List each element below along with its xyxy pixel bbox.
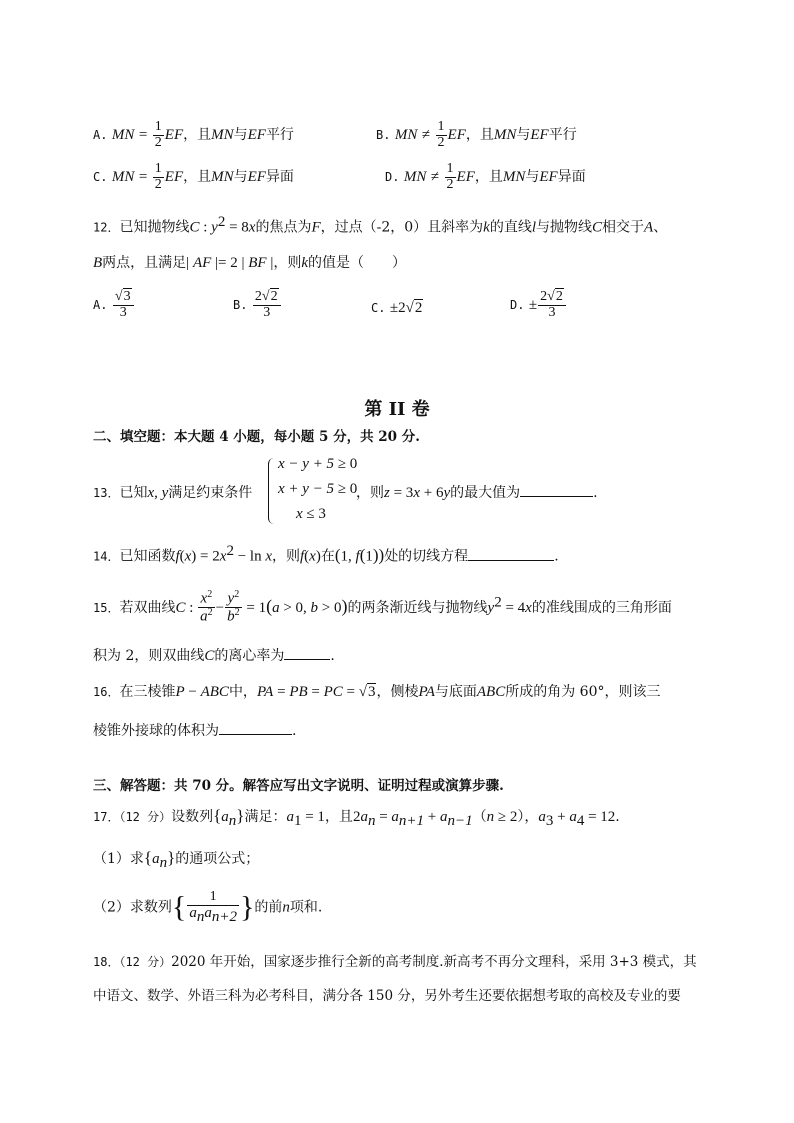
section-heading: 二、填空题：本大题 4 小题，每小题 5 分，共 20 分. — [93, 429, 420, 445]
text: 的最大值为 — [450, 485, 521, 501]
text: ，则 — [272, 548, 300, 565]
question-number: 16． — [93, 685, 120, 699]
question-number: 13． — [93, 486, 120, 500]
question-number: 14． — [93, 549, 120, 564]
text: 在 — [320, 548, 335, 565]
fraction: $\frac{x^2}{a^2}$ — [200, 589, 213, 626]
text: . — [615, 809, 620, 825]
q14: 14．已知函数$f(x) = 2x^2 - \ln x$，则f(x)在(1, f(1))处的切线方程 . — [93, 543, 559, 565]
text: ，则 — [356, 485, 384, 501]
section-title: 第 II 卷 — [364, 399, 430, 420]
q12-option-d: D. ± $\frac{2√2}{3}$ — [510, 290, 567, 320]
text: 的值是（ ） — [308, 255, 406, 271]
option-label: B. — [376, 128, 391, 143]
text: 平行 — [265, 127, 294, 144]
q11-option-d: D. MN ≠ $\frac{1}{2}$ EF，且MN与EF异面 — [385, 161, 586, 192]
text: 相交于 — [602, 219, 645, 236]
text: ，则 — [273, 255, 302, 271]
q11-option-a: A. MN = $\frac{1}{2}$ EF，且MN与EF平行 — [93, 119, 294, 150]
text: 积为 2，则双曲线 — [93, 648, 205, 664]
question-number: 15． — [93, 600, 120, 615]
answer-blank — [468, 559, 554, 561]
text: 已知函数 — [119, 548, 176, 565]
q18-line2 — [93, 984, 681, 1004]
text: ，且 — [324, 809, 353, 825]
text: 棱锥外接球的体积为 — [93, 723, 219, 739]
text: . — [593, 485, 598, 501]
text: 满足： — [244, 809, 287, 825]
option-label: A. — [93, 128, 108, 143]
fraction: $\frac{1}{2}$ — [446, 161, 454, 192]
q15-line1: 15．若双曲线C : $\frac{x^2}{a^2}$ − $\frac{y^2}{b^2}$ = 1(a > 0, b > 0)的两条渐近线与抛物线$y^2 = 4x$的准线围成的三角形面 — [93, 589, 672, 626]
text: 的前 — [254, 899, 283, 916]
part-label: （1） — [93, 851, 130, 867]
text: 所成的角为 60°，则该三 — [505, 684, 661, 700]
text: 、 — [653, 219, 668, 236]
text: 两点，且满足 — [102, 255, 187, 271]
text: 与底面 — [434, 684, 477, 700]
option-label: D. — [510, 298, 525, 313]
text: ，侧棱 — [376, 684, 419, 700]
fraction: $\frac{1}{2}$ — [437, 119, 445, 150]
q12-line2: B两点，且满足| AF |= 2 | BF |，则k的值是（ ） — [93, 255, 406, 271]
text: 的准线围成的三角形面 — [531, 599, 672, 616]
option-label: C. — [371, 301, 386, 315]
text: 异面 — [265, 169, 294, 186]
text: 设数列 — [171, 809, 214, 825]
text: 与 — [233, 169, 248, 186]
q15-line2: 积为 2，则双曲线C的离心率为 . — [93, 648, 335, 664]
option-label: B. — [233, 298, 248, 313]
text: 与 — [233, 127, 248, 144]
q18-line1 — [93, 950, 697, 970]
text: . — [292, 723, 297, 739]
text: 若双曲线 — [119, 599, 176, 616]
text: . — [554, 548, 559, 565]
q12-option-a — [93, 290, 135, 320]
option-label: D. — [385, 170, 400, 185]
text: 的离心率为 — [214, 648, 285, 664]
text: 中， — [228, 684, 257, 700]
fraction: $\frac{1}{a_na_{n+2}}$ — [189, 889, 237, 925]
text: ，且 — [465, 127, 494, 144]
fraction: $\frac{1}{2}$ — [154, 161, 162, 192]
text: 求数列 — [129, 899, 172, 916]
fraction: $\frac{y^2}{b^2}$ — [227, 589, 240, 626]
text: 异面 — [557, 169, 586, 186]
text: （ — [472, 809, 487, 825]
text: 求 — [129, 851, 144, 867]
text: ，且 — [183, 127, 212, 144]
text: ，且 — [474, 169, 503, 186]
text: 的直线 — [489, 219, 532, 236]
text: 已知抛物线 — [119, 219, 190, 236]
text: 中语文、数学、外语三科为必考科目，满分各 150 分，另外考生还要依据想考取的高校及专业的要 — [93, 988, 681, 1004]
option-label: A. — [93, 298, 108, 313]
q16-line1: 16．在三棱锥P − ABC中，PA = PB = PC = √3，侧棱PA与底面ABC所成的角为 60°，则该三 — [93, 684, 661, 700]
q11-option-c: C. MN = $\frac{1}{2}$ EF，且MN与EF异面 — [93, 161, 294, 192]
text: 平行 — [548, 127, 577, 144]
section-heading: 三、解答题：共 70 分。解答应写出文字说明、证明过程或演算步骤. — [93, 778, 504, 794]
text: 的焦点为 — [255, 219, 312, 236]
text: 与 — [516, 127, 531, 144]
question-number: 12． — [93, 220, 120, 235]
q12-option-b — [233, 290, 282, 320]
fraction: $\frac{2√2}{3}$ — [538, 290, 566, 320]
answer-blank — [284, 658, 330, 660]
text: 在三棱锥 — [119, 684, 176, 700]
q13-tail: ，则z = 3x + 6y的最大值为 . — [356, 485, 598, 501]
text: 满足约束条件 — [168, 485, 253, 501]
text: 与 — [525, 169, 540, 186]
text: 2020 年开始，国家逐步推行全新的高考制度.新高考不再分文理科，采用 3+3 模式，其 — [171, 954, 697, 970]
answer-blank — [219, 733, 292, 735]
q12-line1: 12．已知抛物线C : $y^2 = 8x$的焦点为F，过点（-2，0）且斜率为k的直线l与抛物线C相交于A、 — [93, 214, 668, 236]
q16-line2 — [93, 720, 296, 740]
option-label: C. — [93, 170, 108, 185]
constraint-system: x − y + 5 ≥ 0 x + y − 5 ≥ 0 x ≤ 3 — [268, 456, 388, 526]
text: 与抛物线 — [536, 219, 593, 236]
text: 的两条渐近线与抛物线 — [347, 599, 488, 616]
part-label: （2） — [93, 899, 130, 916]
text: 的通项公式； — [175, 851, 260, 867]
q12-option-c: C. ±2√2 — [371, 300, 423, 316]
text: . — [330, 648, 335, 664]
text: ）， — [517, 809, 539, 825]
q17-part1: （1）求$\{a_n\}$的通项公式； — [93, 848, 260, 871]
text: ，且 — [183, 169, 212, 186]
fraction: $\frac{√3}{3}$ — [113, 290, 134, 320]
q17-part2: （2）求数列{ $\frac{1}{a_na_{n+2}}$ }的前n项和. — [93, 889, 323, 925]
fraction: $\frac{1}{2}$ — [154, 119, 162, 150]
q13: 13．已知x, y满足约束条件 — [93, 485, 253, 501]
text: ，过点（-2，0）且斜率为 — [320, 219, 484, 236]
fraction: $\frac{2√2}{3}$ — [253, 290, 281, 320]
text: 处的切线方程 — [384, 548, 469, 565]
text: 已知 — [119, 485, 148, 501]
formula: MN — [111, 127, 135, 144]
answer-blank — [520, 495, 593, 497]
q17: 17．（12 分）设数列$\{a_n\}$满足：$a_1 = 1$，且$2a_n = a_{n+1} + a_{n-1}(n \ge 2)$，$a_3 + a_4 = 12$. — [93, 806, 620, 829]
q11-option-b: B. MN ≠ $\frac{1}{2}$ EF，且MN与EF平行 — [376, 119, 577, 150]
text: 项和. — [289, 899, 323, 916]
question-number: 18．（12 分） — [93, 955, 172, 969]
question-number: 17．（12 分） — [93, 810, 172, 824]
